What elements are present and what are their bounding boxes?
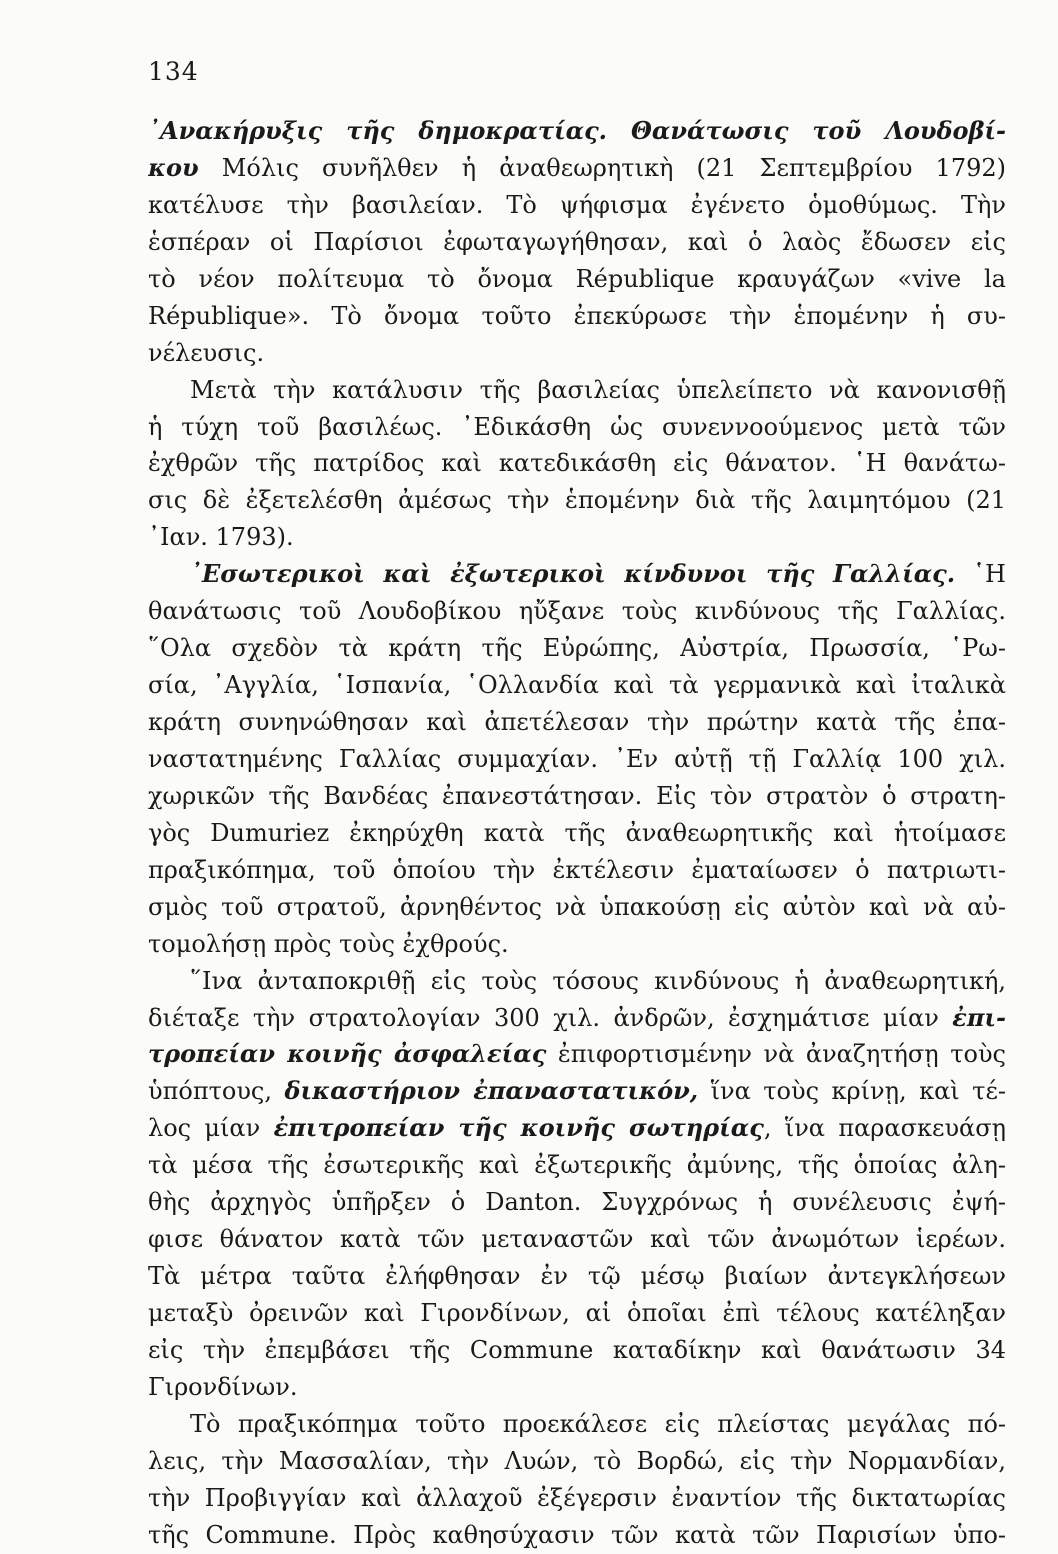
text-line — [148, 372, 1006, 409]
body-text-segment: ἐπιφορτισμένην νὰ ἀναζητήσῃ τοὺς — [546, 1040, 1006, 1069]
text-line — [148, 1480, 1006, 1517]
body-text-segment: σμὸς τοῦ στρατοῦ, ἀρνηθέντος νὰ ὑπακούσῃ εἰς αὐτὸν καὶ νὰ αὐ- — [148, 892, 1006, 921]
text-line — [148, 1517, 1006, 1554]
text-line — [148, 1443, 1006, 1480]
body-text-segment: σις δὲ ἐξετελέσθη ἀμέσως τὴν ἑπομένην διὰ τῆς λαιμητόμου (21 — [148, 486, 1006, 515]
body-text-segment: λος μίαν — [148, 1114, 274, 1143]
text-line — [148, 224, 1006, 261]
body-text-segment: Γιρονδίνων. — [148, 1372, 298, 1401]
body-text-segment: διέταξε τὴν στρατολογίαν 300 χιλ. ἀνδρῶν, ἐσχημάτισε μίαν — [148, 1003, 953, 1032]
body-text-segment: , ἵνα παρασκευάσῃ — [763, 1114, 1006, 1143]
text-line — [148, 482, 1006, 519]
text-line — [148, 1000, 1006, 1037]
bold-heading-text: κου — [148, 152, 199, 182]
text-line — [148, 1369, 1006, 1406]
text-line — [148, 1036, 1006, 1073]
text-line — [148, 815, 1006, 852]
text-line — [148, 667, 1006, 704]
text-line — [148, 1295, 1006, 1332]
body-text-segment: σία, ᾽Αγγλία, ῾Ισπανία, ῾Ολλανδία καὶ τὰ γερμανικὰ καὶ ἰταλικὰ — [148, 671, 1006, 700]
text-line — [148, 889, 1006, 926]
body-text-segment: ῞Ολα σχεδὸν τὰ κράτη τῆς Εὐρώπης, Αὐστρία, Πρωσσία, ῾Ρω- — [148, 634, 1006, 663]
body-text-segment: κατέλυσε τὴν βασιλείαν. Τὸ ψήφισμα ἐγένετο ὁμοθύμως. Τὴν — [148, 190, 1006, 219]
text-line — [148, 704, 1006, 741]
body-text-segment: πραξικόπημα, τοῦ ὁποίου τὴν ἐκτέλεσιν ἐματαίωσεν ὁ πατριωτι- — [148, 855, 1006, 884]
body-text-segment: νέλευσις. — [148, 338, 265, 367]
text-line — [148, 445, 1006, 482]
text-line — [148, 556, 1006, 593]
text-line — [148, 593, 1006, 630]
body-text-segment: τὸ νέον πολίτευμα τὸ ὄνομα République κραυγάζων «vive la — [148, 264, 1006, 293]
text-line — [148, 150, 1006, 187]
body-text-segment: ναστατημένης Γαλλίας συμμαχίαν. ᾽Εν αὐτῇ τῇ Γαλλίᾳ 100 χιλ. — [148, 744, 1006, 773]
text-line — [148, 852, 1006, 889]
body-text-segment: ῞Ινα ἀνταποκριθῇ εἰς τοὺς τόσους κινδύνους ἡ ἀναθεωρητική, — [190, 966, 1006, 995]
body-text-segment: Τὰ μέτρα ταῦτα ἐλήφθησαν ἐν τῷ μέσῳ βιαίων ἀντεγκλήσεων — [148, 1262, 1006, 1291]
body-text-segment: εἰς τὴν ἐπεμβάσει τῆς Commune καταδίκην καὶ θανάτωσιν 34 — [148, 1335, 1006, 1364]
text-line — [148, 335, 1006, 372]
body-text-segment: τὴν Προβιγγίαν καὶ ἀλλαχοῦ ἐξέγερσιν ἐναντίον τῆς δικτατωρίας — [148, 1483, 1006, 1512]
text-line — [148, 741, 1006, 778]
bold-heading-text: ᾽Εσωτερικοὶ καὶ ἐξωτερικοὶ κίνδυνοι τῆς Γαλλίας. — [190, 559, 956, 589]
bold-heading-text: δικαστήριον ἐπαναστατικόν, — [284, 1076, 699, 1106]
text-line — [148, 187, 1006, 224]
body-text-segment: τομολήσῃ πρὸς τοὺς ἐχθρούς. — [148, 929, 509, 958]
text-line — [148, 778, 1006, 815]
text-line — [148, 298, 1006, 335]
text-line — [148, 1184, 1006, 1221]
body-text-segment: ᾽Ιαν. 1793). — [148, 523, 294, 552]
body-text-segment: Μόλις συνῆλθεν ἡ ἀναθεωρητικὴ (21 Σεπτεμβρίου 1792) — [198, 153, 1006, 182]
text-line — [148, 1258, 1006, 1295]
text-line — [148, 1221, 1006, 1258]
text-line — [148, 926, 1006, 963]
body-text-segment: τῆς Commune. Πρὸς καθησύχασιν τῶν κατὰ τῶν Παρισίων ὑπο- — [148, 1520, 1006, 1549]
text-line — [148, 409, 1006, 446]
body-text-segment: θὴς ἀρχηγὸς ὑπῆρξεν ὁ Danton. Συγχρόνως ἡ συνέλευσις ἐψή- — [148, 1188, 1006, 1217]
body-text-segment: μεταξὺ ὀρεινῶν καὶ Γιρονδίνων, αἱ ὁποῖαι ἐπὶ τέλους κατέληξαν — [148, 1299, 1006, 1327]
body-text-segment: θανάτωσις τοῦ Λουδοβίκου ηὔξανε τοὺς κινδύνους τῆς Γαλλίας. — [148, 597, 1006, 626]
text-line — [148, 1073, 1006, 1110]
body-text-segment: ῾Η — [955, 560, 1006, 589]
body-text-segment: Τὸ πραξικόπημα τοῦτο προεκάλεσε εἰς πλείστας μεγάλας πό- — [190, 1409, 1006, 1438]
body-text-segment: κράτη συνηνώθησαν καὶ ἀπετέλεσαν τὴν πρώτην κατὰ τῆς ἐπα- — [148, 708, 1006, 736]
bold-heading-text: ἐπι- — [952, 1002, 1006, 1032]
text-line — [148, 1147, 1006, 1184]
body-text-segment: χωρικῶν τῆς Βανδέας ἐπανεστάτησαν. Εἰς τὸν στρατὸν ὁ στρατη- — [148, 781, 1006, 810]
body-text-segment: ἐχθρῶν τῆς πατρίδος καὶ κατεδικάσθη εἰς θάνατον. ῾Η θανάτω- — [148, 449, 1006, 478]
body-text-segment: Μετὰ τὴν κατάλυσιν τῆς βασιλείας ὑπελείπετο νὰ κανονισθῇ — [190, 375, 1006, 404]
bold-heading-text: ἐπιτροπείαν τῆς κοινῆς σωτηρίας — [273, 1113, 764, 1143]
text-line — [148, 261, 1006, 298]
text-line — [148, 1332, 1006, 1369]
text-line — [148, 113, 1006, 150]
text-line — [148, 630, 1006, 667]
body-text — [148, 113, 1006, 1554]
bold-heading-text: ᾽Ανακήρυξις τῆς δημοκρατίας. Θανάτωσις τοῦ Λουδοβί- — [148, 116, 1006, 145]
text-line — [148, 1406, 1006, 1443]
body-text-segment: τὰ μέσα τῆς ἐσωτερικῆς καὶ ἐξωτερικῆς ἀμύνης, τῆς ὁποίας ἀλη- — [148, 1151, 1006, 1180]
body-text-segment: φισε θάνατον κατὰ τῶν μεταναστῶν καὶ τῶν ἀνωμότων ἱερέων. — [148, 1225, 1006, 1254]
bold-heading-text: τροπείαν κοινῆς ἀσφαλείας — [148, 1039, 547, 1069]
body-text-segment: République». Τὸ ὄνομα τοῦτο ἐπεκύρωσε τὴν ἑπομένην ἡ συ- — [148, 301, 1006, 330]
text-line — [148, 519, 1006, 556]
body-text-segment: ἵνα τοὺς κρίνῃ, καὶ τέ- — [698, 1077, 1006, 1106]
body-text-segment: ὑπόπτους, — [148, 1077, 285, 1106]
page-number: 134 — [148, 57, 199, 86]
text-line — [148, 1110, 1006, 1147]
body-text-segment: ἡ τύχη τοῦ βασιλέως. ᾽Εδικάσθη ὡς συνεννοούμενος μετὰ τῶν — [148, 412, 1006, 441]
body-text-segment: λεις, τὴν Μασσαλίαν, τὴν Λυών, τὸ Βορδώ, εἰς τὴν Νορμανδίαν, — [148, 1446, 1006, 1475]
text-line — [148, 963, 1006, 1000]
body-text-segment: γὸς Dumuriez ἐκηρύχθη κατὰ τῆς ἀναθεωρητικῆς καὶ ἡτοίμασε — [148, 818, 1006, 847]
body-text-segment: ἑσπέραν οἱ Παρίσιοι ἐφωταγωγήθησαν, καὶ ὁ λαὸς ἔδωσεν εἰς — [148, 227, 1006, 256]
